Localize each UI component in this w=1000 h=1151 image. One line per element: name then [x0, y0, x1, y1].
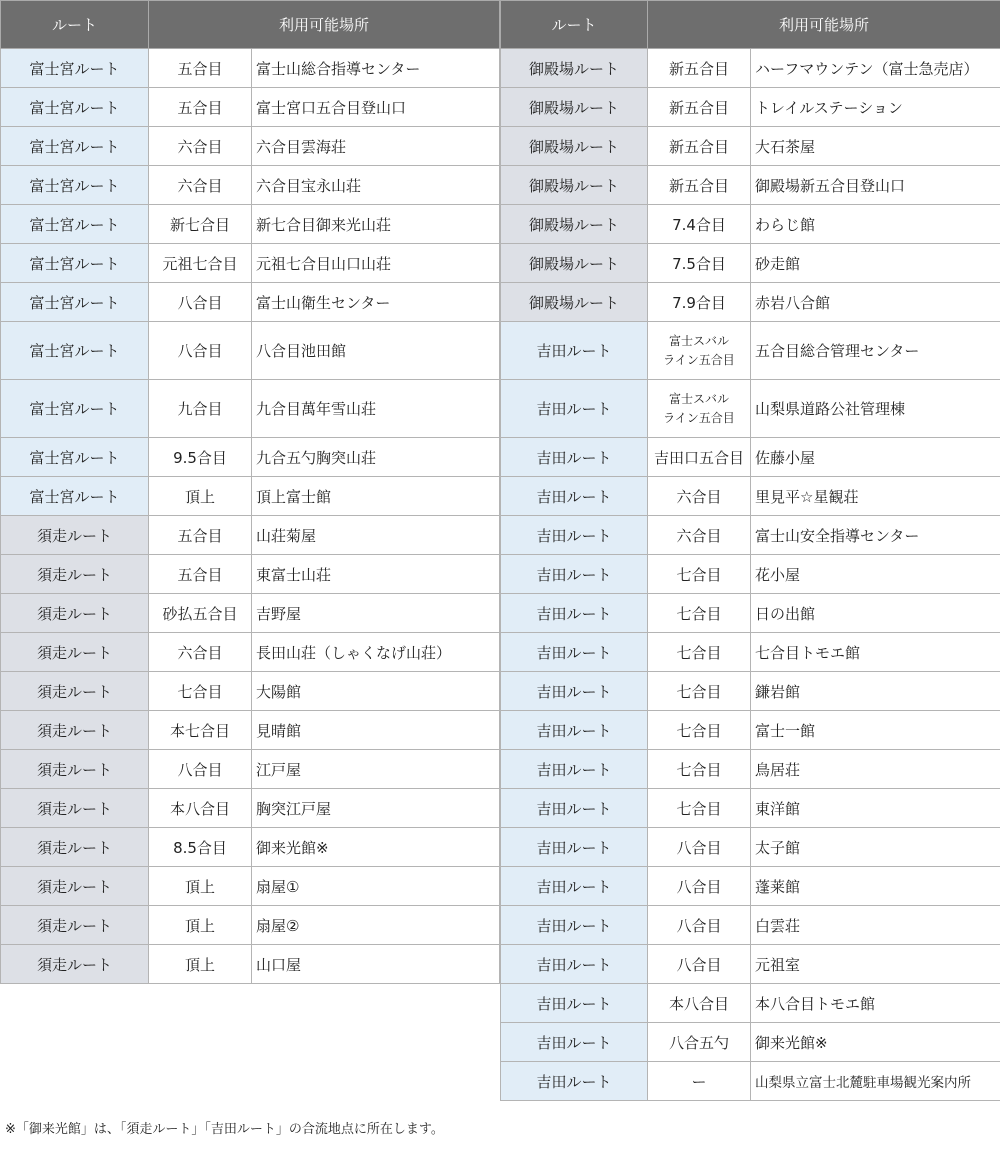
stage-cell: 六合目	[149, 633, 252, 672]
route-cell: 須走ルート	[1, 516, 149, 555]
stage-cell: 8.5合目	[149, 828, 252, 867]
stage-cell: 六合目	[149, 166, 252, 205]
table-row	[1, 380, 500, 438]
route-cell: 御殿場ルート	[501, 283, 648, 322]
route-cell: 吉田ルート	[501, 1023, 648, 1062]
table-row	[1, 750, 500, 789]
place-cell: 山口屋	[252, 945, 500, 984]
route-cell: 吉田ルート	[501, 672, 648, 711]
table-row	[501, 1023, 1000, 1062]
place-cell: 白雲荘	[751, 906, 1000, 945]
stage-cell: 八合目	[149, 283, 252, 322]
place-cell: 江戸屋	[252, 750, 500, 789]
table-row	[1, 672, 500, 711]
route-cell: 須走ルート	[1, 633, 149, 672]
table-row	[501, 516, 1000, 555]
right-table	[500, 0, 1000, 1101]
header-place: 利用可能場所	[648, 1, 1000, 49]
route-cell: 富士宮ルート	[1, 283, 149, 322]
stage-cell: 七合目	[648, 711, 751, 750]
table-row	[501, 283, 1000, 322]
place-cell: 七合目トモエ館	[751, 633, 1000, 672]
right-header-row	[501, 1, 1000, 49]
stage-cell: 本七合目	[149, 711, 252, 750]
stage-cell: 六合目	[648, 516, 751, 555]
table-row	[1, 244, 500, 283]
place-cell: 佐藤小屋	[751, 438, 1000, 477]
route-cell: 吉田ルート	[501, 828, 648, 867]
place-cell: 六合目雲海荘	[252, 127, 500, 166]
stage-cell: 7.5合目	[648, 244, 751, 283]
route-cell: 須走ルート	[1, 711, 149, 750]
table-row	[1, 127, 500, 166]
route-cell: 吉田ルート	[501, 789, 648, 828]
left-table-body	[1, 49, 500, 984]
route-cell: 須走ルート	[1, 594, 149, 633]
place-cell: 六合目宝永山荘	[252, 166, 500, 205]
place-cell: 里見平☆星観荘	[751, 477, 1000, 516]
place-cell: 御殿場新五合目登山口	[751, 166, 1000, 205]
table-row	[1, 633, 500, 672]
route-cell: 御殿場ルート	[501, 49, 648, 88]
table-row	[501, 828, 1000, 867]
route-cell: 須走ルート	[1, 555, 149, 594]
stage-cell: 本八合目	[149, 789, 252, 828]
place-cell: 御来光館※	[252, 828, 500, 867]
table-row	[1, 555, 500, 594]
table-row	[1, 49, 500, 88]
table-row	[501, 594, 1000, 633]
table-row	[501, 1062, 1000, 1101]
table-row	[501, 322, 1000, 380]
table-row	[1, 283, 500, 322]
route-cell: 吉田ルート	[501, 516, 648, 555]
stage-cell: 頂上	[149, 945, 252, 984]
table-row	[501, 127, 1000, 166]
stage-cell: 新五合目	[648, 127, 751, 166]
route-cell: 御殿場ルート	[501, 244, 648, 283]
route-cell: 御殿場ルート	[501, 127, 648, 166]
stage-cell: 新五合目	[648, 49, 751, 88]
right-table-body	[501, 49, 1000, 1101]
place-cell: 山梨県道路公社管理棟	[751, 380, 1000, 438]
table-row	[1, 789, 500, 828]
left-header-row	[1, 1, 500, 49]
route-cell: 吉田ルート	[501, 594, 648, 633]
place-cell: 大石茶屋	[751, 127, 1000, 166]
table-row	[501, 867, 1000, 906]
place-cell: 元祖七合目山口山荘	[252, 244, 500, 283]
stage-cell: 新五合目	[648, 166, 751, 205]
header-route: ルート	[501, 1, 648, 49]
stage-cell: 七合目	[648, 750, 751, 789]
route-cell: 富士宮ルート	[1, 127, 149, 166]
stage-cell: 八合目	[149, 750, 252, 789]
stage-cell: 本八合目	[648, 984, 751, 1023]
place-cell: 御来光館※	[751, 1023, 1000, 1062]
route-cell: 吉田ルート	[501, 906, 648, 945]
route-cell: 吉田ルート	[501, 380, 648, 438]
route-cell: 富士宮ルート	[1, 380, 149, 438]
route-cell: 御殿場ルート	[501, 166, 648, 205]
place-cell: 山梨県立富士北麓駐車場観光案内所	[751, 1062, 1000, 1101]
place-cell: 富士宮口五合目登山口	[252, 88, 500, 127]
place-cell: 胸突江戸屋	[252, 789, 500, 828]
table-row	[501, 789, 1000, 828]
place-cell: 花小屋	[751, 555, 1000, 594]
place-cell: 本八合目トモエ館	[751, 984, 1000, 1023]
stage-cell: 新七合目	[149, 205, 252, 244]
place-cell: 東洋館	[751, 789, 1000, 828]
place-cell: 頂上富士館	[252, 477, 500, 516]
route-cell: 富士宮ルート	[1, 322, 149, 380]
footnote: ※「御来光館」は、「須走ルート」「吉田ルート」の合流地点に所在します。	[5, 1122, 444, 1137]
table-row	[501, 49, 1000, 88]
stage-cell: 7.9合目	[648, 283, 751, 322]
route-cell: 吉田ルート	[501, 984, 648, 1023]
place-cell: ハーフマウンテン（富士急売店）	[751, 49, 1000, 88]
stage-cell: 八合目	[648, 867, 751, 906]
table-row	[1, 828, 500, 867]
stage-cell: 七合目	[149, 672, 252, 711]
table-row	[1, 205, 500, 244]
table-row	[1, 945, 500, 984]
place-cell: 東富士山荘	[252, 555, 500, 594]
table-row	[501, 477, 1000, 516]
route-cell: 吉田ルート	[501, 711, 648, 750]
place-cell: 元祖室	[751, 945, 1000, 984]
stage-cell: 八合目	[648, 906, 751, 945]
place-cell: 砂走館	[751, 244, 1000, 283]
table-row	[501, 438, 1000, 477]
place-cell: わらじ館	[751, 205, 1000, 244]
stage-cell: 富士スバル ライン五合目	[648, 322, 751, 380]
route-cell: 吉田ルート	[501, 1062, 648, 1101]
place-cell: 富士山安全指導センター	[751, 516, 1000, 555]
table-row	[501, 672, 1000, 711]
table-row	[1, 166, 500, 205]
place-cell: 九合五勺胸突山荘	[252, 438, 500, 477]
place-cell: 日の出館	[751, 594, 1000, 633]
table-row	[501, 166, 1000, 205]
route-cell: 富士宮ルート	[1, 166, 149, 205]
table-row	[1, 906, 500, 945]
table-row	[501, 205, 1000, 244]
stage-cell: 七合目	[648, 594, 751, 633]
stage-cell: 新五合目	[648, 88, 751, 127]
table-row	[1, 322, 500, 380]
stage-cell: 9.5合目	[149, 438, 252, 477]
place-cell: 山荘菊屋	[252, 516, 500, 555]
place-cell: 新七合目御来光山荘	[252, 205, 500, 244]
place-cell: 扇屋②	[252, 906, 500, 945]
route-cell: 富士宮ルート	[1, 477, 149, 516]
table-row	[1, 516, 500, 555]
place-cell: 富士山総合指導センター	[252, 49, 500, 88]
stage-cell: 八合五勺	[648, 1023, 751, 1062]
route-cell: 須走ルート	[1, 672, 149, 711]
table-row	[501, 711, 1000, 750]
route-cell: 吉田ルート	[501, 477, 648, 516]
stage-cell: 砂払五合目	[149, 594, 252, 633]
place-cell: 八合目池田館	[252, 322, 500, 380]
stage-cell: 頂上	[149, 867, 252, 906]
route-cell: 須走ルート	[1, 906, 149, 945]
route-cell: 富士宮ルート	[1, 49, 149, 88]
table-row	[1, 867, 500, 906]
table-row	[501, 88, 1000, 127]
route-cell: 御殿場ルート	[501, 205, 648, 244]
place-cell: トレイルステーション	[751, 88, 1000, 127]
table-row	[501, 633, 1000, 672]
place-cell: 扇屋①	[252, 867, 500, 906]
stage-cell: 吉田口五合目	[648, 438, 751, 477]
table-row	[1, 594, 500, 633]
route-cell: 須走ルート	[1, 867, 149, 906]
stage-cell: 六合目	[648, 477, 751, 516]
route-cell: 須走ルート	[1, 828, 149, 867]
header-place: 利用可能場所	[149, 1, 500, 49]
table-row	[501, 750, 1000, 789]
route-cell: 富士宮ルート	[1, 438, 149, 477]
route-cell: 須走ルート	[1, 789, 149, 828]
stage-cell: ー	[648, 1062, 751, 1101]
table-row	[1, 477, 500, 516]
left-table	[0, 0, 500, 984]
route-cell: 富士宮ルート	[1, 244, 149, 283]
table-row	[1, 711, 500, 750]
stage-cell: 六合目	[149, 127, 252, 166]
table-row	[501, 984, 1000, 1023]
place-cell: 大陽館	[252, 672, 500, 711]
route-cell: 富士宮ルート	[1, 88, 149, 127]
route-cell: 吉田ルート	[501, 555, 648, 594]
place-cell: 五合目総合管理センター	[751, 322, 1000, 380]
stage-cell: 五合目	[149, 49, 252, 88]
stage-cell: 五合目	[149, 555, 252, 594]
place-cell: 吉野屋	[252, 594, 500, 633]
stage-cell: 元祖七合目	[149, 244, 252, 283]
route-cell: 吉田ルート	[501, 633, 648, 672]
place-cell: 長田山荘（しゃくなげ山荘）	[252, 633, 500, 672]
stage-cell: 富士スバル ライン五合目	[648, 380, 751, 438]
place-cell: 鳥居荘	[751, 750, 1000, 789]
route-cell: 富士宮ルート	[1, 205, 149, 244]
stage-cell: 七合目	[648, 789, 751, 828]
route-cell: 須走ルート	[1, 945, 149, 984]
place-cell: 蓬莱館	[751, 867, 1000, 906]
stage-cell: 七合目	[648, 633, 751, 672]
route-cell: 須走ルート	[1, 750, 149, 789]
route-cell: 吉田ルート	[501, 750, 648, 789]
place-cell: 富士山衛生センター	[252, 283, 500, 322]
table-row	[501, 380, 1000, 438]
place-cell: 富士一館	[751, 711, 1000, 750]
route-cell: 吉田ルート	[501, 945, 648, 984]
stage-cell: 五合目	[149, 88, 252, 127]
stage-cell: 7.4合目	[648, 205, 751, 244]
header-route: ルート	[1, 1, 149, 49]
stage-cell: 九合目	[149, 380, 252, 438]
place-cell: 赤岩八合館	[751, 283, 1000, 322]
route-cell: 御殿場ルート	[501, 88, 648, 127]
route-cell: 吉田ルート	[501, 867, 648, 906]
table-row	[1, 438, 500, 477]
table-row	[501, 555, 1000, 594]
stage-cell: 八合目	[149, 322, 252, 380]
place-cell: 九合目萬年雪山荘	[252, 380, 500, 438]
place-cell: 見晴館	[252, 711, 500, 750]
table-row	[501, 945, 1000, 984]
place-cell: 鎌岩館	[751, 672, 1000, 711]
stage-cell: 七合目	[648, 672, 751, 711]
table-row	[1, 88, 500, 127]
route-cell: 吉田ルート	[501, 438, 648, 477]
stage-cell: 七合目	[648, 555, 751, 594]
place-cell: 太子館	[751, 828, 1000, 867]
route-cell: 吉田ルート	[501, 322, 648, 380]
stage-cell: 五合目	[149, 516, 252, 555]
stage-cell: 八合目	[648, 828, 751, 867]
stage-cell: 八合目	[648, 945, 751, 984]
table-row	[501, 906, 1000, 945]
stage-cell: 頂上	[149, 906, 252, 945]
stage-cell: 頂上	[149, 477, 252, 516]
table-row	[501, 244, 1000, 283]
